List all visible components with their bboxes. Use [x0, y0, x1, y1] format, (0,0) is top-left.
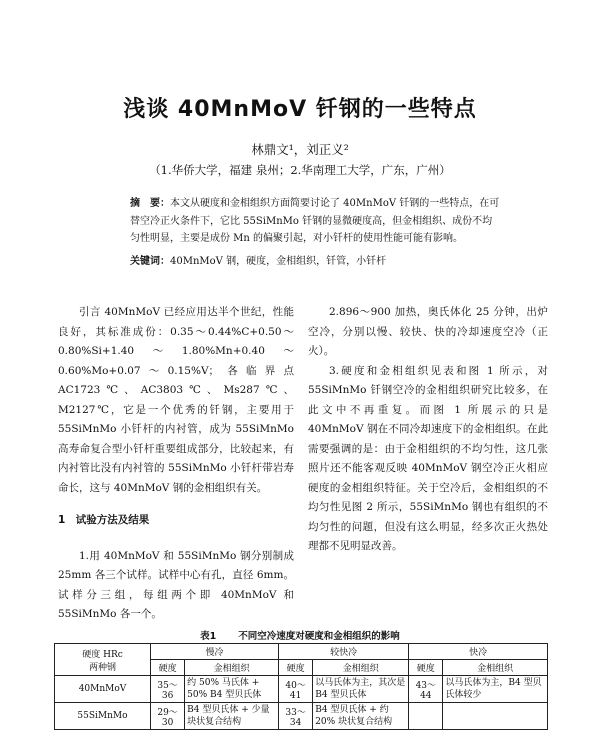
intro-paragraph: 引言 40MnMoV 已经应用达半个世纪，性能良好，其标准成份：0.35～0.44%C+0.50～0.80%Si+1.40～1.80%Mn+0.40～0.60%Mo+0.07～0.15%V；各临界点 AC1723℃、AC3803℃、Ms287℃、M2127℃，它是一个优秀的钎钢，主要用于 55SiMnMo 小钎杆的内衬管，成为 55SiMnMo 高寿命复合型小钎杆重要组成部分，比较起来，有内衬管比没有内衬管的 55SiMnMo 小钎杆带岩寿命长，这与 40MnMoV 钢的金相组织有关。 — [58, 306, 294, 494]
table-corner — [55, 644, 151, 676]
table-cell: 43～44 — [409, 676, 443, 703]
abstract — [130, 195, 502, 248]
keywords — [130, 252, 502, 267]
group-header-slow: 慢冷 — [151, 644, 279, 660]
table-title: 不同空冷速度对硬度和金相组织的影响 — [238, 631, 400, 642]
section-heading: 1 试验方法及结果 — [58, 514, 150, 526]
method-paragraph-3: 3.硬度和金相组织见表和图 1 所示，对 55SiMnMo 钎钢空冷的金相组织研究比较多，在此文中不再重复。而图 1 所展示的只是 40MnMoV 钢在不同冷却速度下的金相组织。在此需要强调的是：由于金相组织的不均匀性，这几张照片还不能客观反映 40MnMoV 钢空冷正火相应硬度的金相组织特征。关于空冷后，金相组织的不均匀性见图 2 所示，55SiMnMo 钢也有组织的不均匀性的问题，但没有这么明显，经多次正火热处理都不见明显改善。 — [308, 364, 548, 552]
right-column — [308, 303, 548, 557]
group-header-fast: 快冷 — [409, 644, 548, 660]
table-cell: B4 型贝氏体 + 少量块状复合结构 — [185, 703, 279, 730]
authors: 林鼎文¹，刘正义² — [251, 142, 349, 157]
table-number: 表1 — [200, 631, 217, 642]
subheader-hardness: 硬度 — [151, 660, 185, 676]
table-cell: 以马氏体为主，B4 型贝氏体较少 — [443, 676, 548, 703]
table-cell: 以马氏体为主，其次是 B4 型贝氏体 — [313, 676, 409, 703]
table-cell: 40～41 — [279, 676, 313, 703]
table-caption — [0, 628, 600, 642]
table-cell: 35～36 — [151, 676, 185, 703]
left-column — [58, 303, 294, 625]
subheader-hardness: 硬度 — [409, 660, 443, 676]
table-corner-top: 硬度 HRc — [82, 649, 123, 660]
table-corner-bottom: 两种钢 — [89, 662, 117, 673]
affiliation: （1.华侨大学，福建 泉州；2.华南理工大学，广东，广州） — [149, 163, 451, 177]
table-cell: B4 型贝氏体 + 约 20% 块状复合结构 — [313, 703, 409, 730]
keywords-label: 关键词： — [130, 256, 170, 267]
paper-title: 浅谈 40MnMoV 钎钢的一些特点 — [123, 97, 477, 122]
keywords-text: 40MnMoV 钢，硬度，金相组织，钎管，小钎杆 — [170, 256, 387, 267]
abstract-label: 摘 要： — [130, 198, 170, 209]
subheader-hardness: 硬度 — [279, 660, 313, 676]
abstract-text: 本文从硬度和金相组织方面简要讨论了 40MnMoV 钎钢的一些特点，在可替空冷正火条件下，它比 55SiMnMo 钎钢的显微硬度高，但金相组织、成份不均匀性明显，主要是成份 Mn 的偏聚引起，对小钎杆的使用性能可能有影响。 — [130, 198, 500, 244]
row-steel-name: 40MnMoV — [55, 676, 151, 703]
table-cell: 约 50% 马氏体 + 50% B4 型贝氏体 — [185, 676, 279, 703]
table-cell — [443, 703, 548, 730]
method-paragraph-2: 2.896～900 加热，奥氏体化 25 分钟，出炉空冷，分别以慢、较快、快的冷却速度空冷（正火）。 — [308, 306, 548, 357]
table-cell: 29～30 — [151, 703, 185, 730]
subheader-structure: 金相组织 — [185, 660, 279, 676]
table-cell: 33～34 — [279, 703, 313, 730]
method-paragraph-1: 1.用 40MnMoV 和 55SiMnMo 钢分别制成 25mm 各三个试样。试样中心有孔，直径 6mm。试样分三组，每组两个即 40MnMoV 和 55SiMnMo 各一个。 — [58, 549, 294, 620]
group-header-medium: 较快冷 — [279, 644, 409, 660]
table-cell — [409, 703, 443, 730]
row-steel-name: 55SiMnMo — [55, 703, 151, 730]
subheader-structure: 金相组织 — [313, 660, 409, 676]
subheader-structure: 金相组织 — [443, 660, 548, 676]
